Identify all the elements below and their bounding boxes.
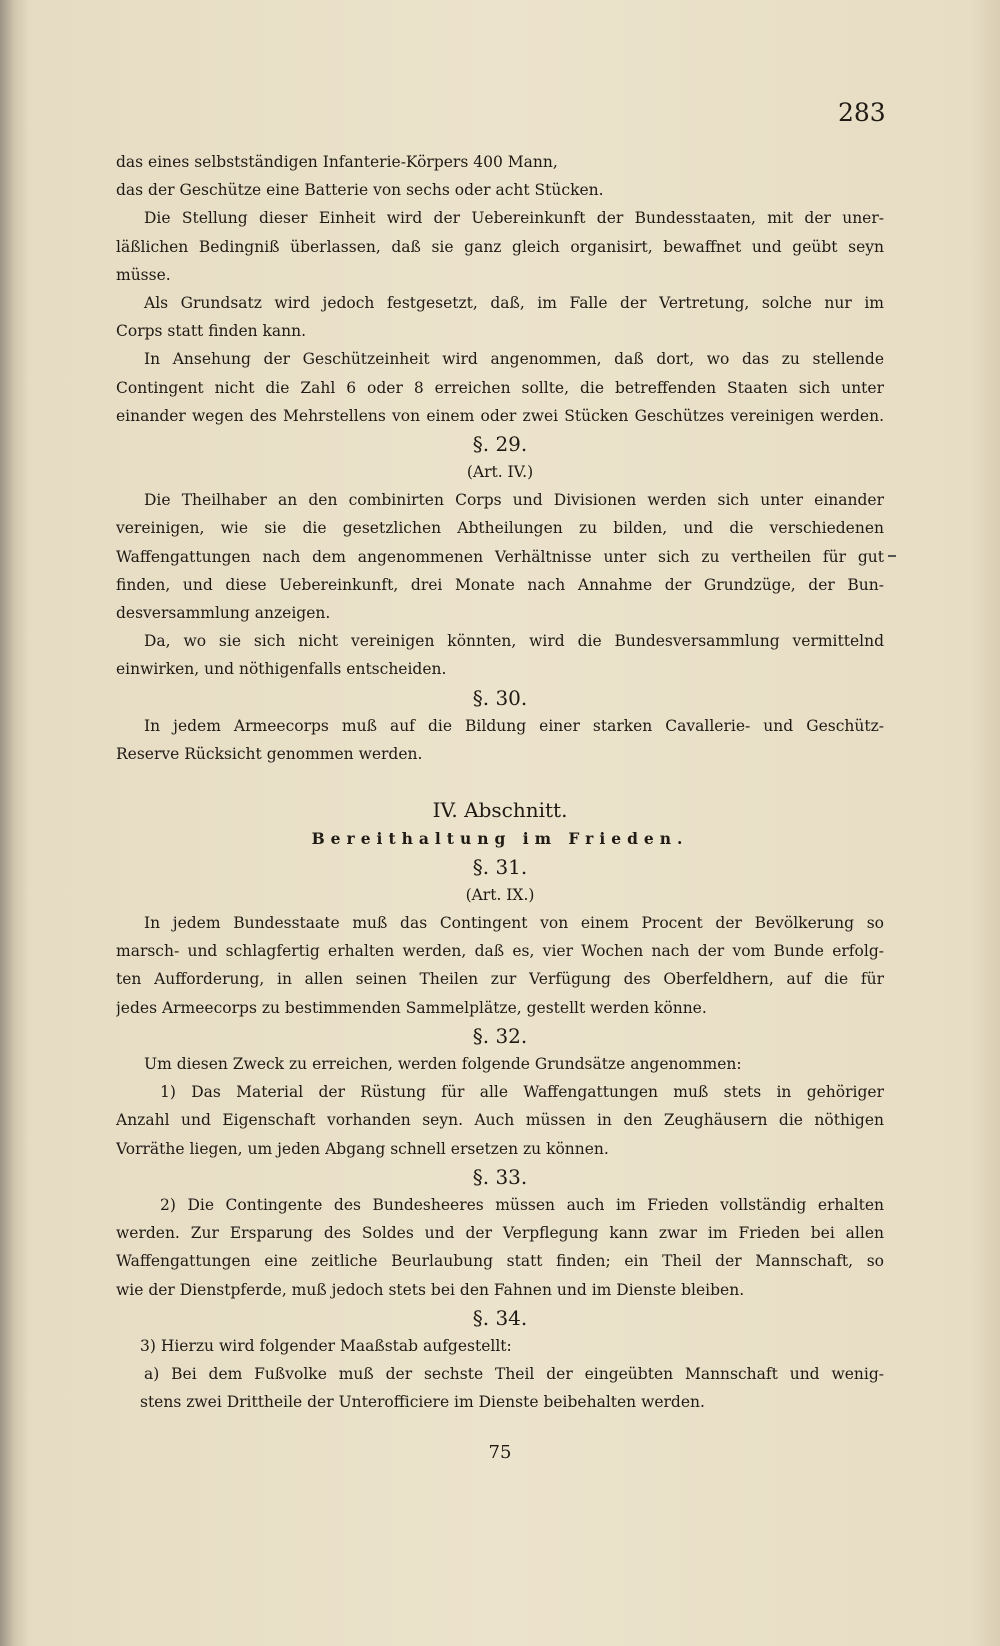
text-line: §. 31. bbox=[472, 854, 528, 879]
text-line: Da, wo sie sich nicht vereinigen könnten, wird die Bundesversammlung vermittelnd bbox=[144, 632, 884, 651]
text-line: Vorräthe liegen, um jeden Abgang schnell ersetzen zu können. bbox=[116, 1139, 609, 1158]
text-line: In jedem Armeecorps muß auf die Bildung einer starken Cavallerie- und Geschütz- bbox=[144, 716, 884, 735]
text-line: finden, und diese Uebereinkunft, drei Monate nach Annahme der Grundzüge, der Bun- bbox=[116, 575, 884, 594]
text-line: §. 33. bbox=[472, 1164, 528, 1189]
text-line: §. 30. bbox=[472, 685, 528, 710]
text-line: §. 29. bbox=[472, 431, 528, 456]
text-line: §. 34. bbox=[472, 1305, 528, 1330]
text-line: Als Grundsatz wird jedoch festgesetzt, daß, im Falle der Vertretung, solche nur im bbox=[144, 293, 884, 312]
text-line: §. 32. bbox=[472, 1023, 528, 1048]
text-line: müsse. bbox=[116, 265, 171, 284]
text-line: 1) Das Material der Rüstung für alle Waffengattungen muß stets in gehöriger bbox=[160, 1083, 884, 1102]
text-line: ten Aufforderung, in allen seinen Theilen zur Verfügung des Oberfeldhern, auf die für bbox=[116, 970, 884, 989]
text-line bbox=[116, 768, 884, 796]
text-line: In Ansehung der Geschützeinheit wird angenommen, daß dort, wo das zu stellende bbox=[144, 350, 884, 369]
text-line: einander wegen des Mehrstellens von einem oder zwei Stücken Geschützes vereinigen werden. bbox=[116, 406, 884, 425]
text-line: läßlichen Bedingniß überlassen, daß sie ganz gleich organisirt, bewaffnet und geübt seyn bbox=[116, 237, 884, 256]
signature-mark: 75 bbox=[488, 1442, 512, 1463]
margin-mark bbox=[888, 555, 896, 557]
text-line: Bereithaltung im Frieden. bbox=[311, 828, 689, 848]
text-line: Waffengattungen eine zeitliche Beurlaubung statt finden; ein Theil der Mannschaft, so bbox=[116, 1252, 884, 1271]
text-line: 2) Die Contingente des Bundesheeres müssen auch im Frieden vollständig erhalten bbox=[160, 1195, 884, 1214]
text-line: Anzahl und Eigenschaft vorhanden seyn. Auch müssen in den Zeughäusern die nöthigen bbox=[116, 1111, 884, 1130]
text-line: Contingent nicht die Zahl 6 oder 8 erreichen sollte, die betreffenden Staaten sich unter bbox=[116, 378, 884, 397]
text-line: Waffengattungen nach dem angenommenen Verhältnisse unter sich zu vertheilen für gut bbox=[116, 547, 884, 566]
text-line: (Art. IX.) bbox=[465, 885, 535, 904]
text-line: desversammlung anzeigen. bbox=[116, 604, 331, 622]
text-line: (Art. IV.) bbox=[466, 463, 534, 482]
text-line: werden. Zur Ersparung des Soldes und der Verpflegung kann zwar im Frieden bei allen bbox=[116, 1224, 884, 1243]
text-line: marsch- und schlagfertig erhalten werden, daß es, vier Wochen nach der vom Bunde erfolg- bbox=[116, 942, 884, 961]
body-text bbox=[116, 148, 884, 1416]
text-line: vereinigen, wie sie die gesetzlichen Abtheilungen zu bilden, und die verschiedenen bbox=[116, 519, 884, 538]
text-line: a) Bei dem Fußvolke muß der sechste Theil der eingeübten Mannschaft und wenig- bbox=[144, 1365, 884, 1384]
text-line: Corps statt finden kann. bbox=[116, 322, 307, 341]
text-line: IV. Abschnitt. bbox=[432, 798, 568, 823]
text-line: einwirken, und nöthigenfalls entscheiden. bbox=[116, 660, 447, 679]
text-line: In jedem Bundesstaate muß das Contingent von einem Procent der Bevölkerung so bbox=[144, 914, 884, 933]
text-line: 3) Hierzu wird folgender Maaßstab aufgestellt: bbox=[140, 1336, 512, 1355]
text-line: wie der Dienstpferde, muß jedoch stets bei den Fahnen und im Dienste bleiben. bbox=[116, 1280, 745, 1299]
text-line: Reserve Rücksicht genommen werden. bbox=[116, 744, 423, 763]
page-number: 283 bbox=[838, 98, 886, 127]
text-line: Um diesen Zweck zu erreichen, werden folgende Grundsätze angenommen: bbox=[144, 1055, 742, 1073]
text-line: stens zwei Drittheile der Unterofficiere im Dienste beibehalten werden. bbox=[140, 1393, 705, 1412]
text-line: das der Geschütze eine Batterie von sechs oder acht Stücken. bbox=[116, 181, 604, 200]
text-line: Die Theilhaber an den combinirten Corps und Divisionen werden sich unter einander bbox=[144, 491, 884, 510]
text-line: Die Stellung dieser Einheit wird der Uebereinkunft der Bundesstaaten, mit der uner- bbox=[144, 209, 884, 228]
text-line: das eines selbstständigen Infanterie-Körpers 400 Mann, bbox=[116, 153, 558, 171]
text-line: jedes Armeecorps zu bestimmenden Sammelplätze, gestellt werden könne. bbox=[116, 998, 707, 1017]
